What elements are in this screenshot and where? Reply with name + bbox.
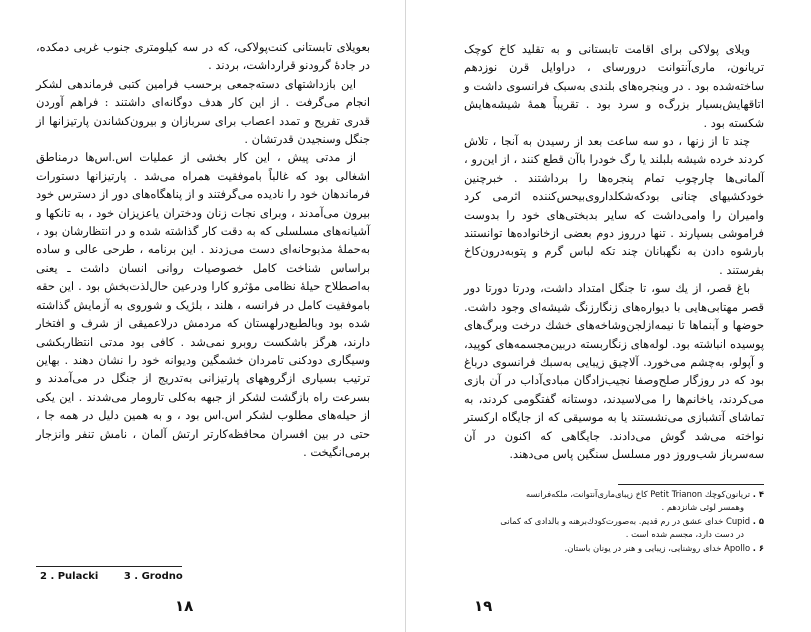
footnote <box>464 542 764 555</box>
footnote-text: تریانون‌کوچك Petit Trianon کاخ زیبای‌ماری‌آنتوانت، ملکه‌فرانسه <box>525 489 751 499</box>
footnote: 2 . Pulacki <box>40 571 99 582</box>
right-page <box>406 0 811 632</box>
left-footnotes <box>40 571 205 582</box>
left-page-body <box>36 38 370 461</box>
footnote-text: Cupid خدای عشق در رم قدیم. بەصورت‌کودك‌برهنه و بالدادی که کمانی <box>500 515 751 526</box>
paragraph: از مدتی پیش ، این کار بخشی از عملیات اس.اس‌ها درمناطق اشغالی بود که غالباً باموفقیت همراه می‌شد . پارتیزانها دستورات فرماندهان خود را نادیده می‌گرفتند و از پناهگاه‌های دور از دسترس خود بیرون می‌آمدند ، وبرای نجات زنان ودختران یاعزیزان خود ، به تانکها و آشیانه‌های مسلسلی که به دقت کار گذاشته شده و در انتظارشان بود ، به‌حملهٔ مذبوحانه‌ای دست می‌زدند . این برنامه ، طرحی عالی و ساده براساس شناخت کامل خصوصیات روانی انسان داشت ـ یعنی به‌اصطلاح حیلهٔ نظامی مؤثرو کارا ودرعین حال‌لذت‌بخش بود . این حقه باموفقیت کامل در فرانسه ، هلند ، بلژیک و شوروی به آزمایش گذاشته شده بود وبالطبع‌درلهستان که مردمش درلاعمیقی از شرف و افتخار دارند، هرگز باشکست روبرو نمی‌شد . کافی بود مدتی انتظاربکشی وسیگاری دودکنی تامردان خشمگین ودیوانه خود را نشان دهند . بهاین ترتیب بسیاری ازگروههای پارتیزانی به‌تدریج از جنگل در می‌آمدند و بسرعت راه بازگشت لشکر از جبهه به‌کلی تارومار می‌شدند . این یکی از حیله‌های مطلوب لشکر اس.اس بود ، و به همین دلیل در همه جا ، حتی در بین افسران محافظه‌کارتر ارتش آلمان ، نامش تنفر وانزجار برمی‌انگیخت . <box>36 150 370 459</box>
right-footnotes <box>464 488 764 555</box>
paragraph: این بازداشتهای دستەجمعی برحسب فرامین کتبی فرماندهی لشکر انجام می‌گرفت . از این کار هدف دوگانه‌ای داشتند : فراهم آوردن قدری تفریح و تمدد اعصاب برای سربازان و بیرون‌کشاندن پارتیزانها از جنگل وسنجیدن قدرتشان . <box>36 76 370 147</box>
footnote-number: ۵ . <box>752 515 764 526</box>
footnote <box>464 488 764 501</box>
footnote-rule <box>618 484 764 485</box>
footnote-continuation: در دست دارد، مجسم شده است . <box>625 529 744 540</box>
paragraph: چند تا از زنها ، دو سه ساعت بعد از رسیدن به آنجا ، تلاش کردند خرده شیشه بلبلند یا رگ خودرا باآن قطع کنند ، از این‌رو ، آلمانی‌ها چارچوب تمام پنجره‌ها را برداشتند . خبرچنین خودکشیهای چنانی بودکه‌شکلداروی‌بیحس‌کننده اثرمی کرد وامیران را وامی‌داشت که سایر بدبختی‌های خود را بدوست فراموشی بسپارند . تنها درروز دوم بعضی ازخانواده‌ها توانستند بارشوه دادن به نگهبانان چند تکه لباس گرم و پتوبه‌درون‌کاخ بفرستند . <box>464 134 764 277</box>
footnote-rule <box>36 566 182 567</box>
right-page-body <box>464 40 764 463</box>
page-number: ۱۸ <box>175 597 194 615</box>
paragraph: باغ قصر، از یك سو، تا جنگل امتداد داشت، ودرتا دورتا دور قصر مهتابی‌هایی با دیوارەهای زنگارزنگ شیشه‌ای وجود داشت. حوضها و آبنماها تا نیمه‌ازلجن‌وشاخه‌های خشك درخت وبرگ‌های پوسیده انباشته بود. لوله‌های زنگاربسته دربین‌مجسمه‌های کوپید، و آپولو، بەچشم می‌خورد. آلاچیق زیبایی بەسبك فرانسوی درباغ بود که در روزگار صلح‌وصفا نجیب‌زادگان مبادی‌آداب در آن بازی می‌کردند، یاخانم‌ها را می‌لاسیدند، دوستانه گفتگومی کردند، به تماشای آتشبازی می‌نشستند یا به موسیقی که از جایگاه ارکستر نواخته می‌شد گوش می‌دادند. جایگاهی که اکنون در آن سه‌سرباز شب‌وروز دور مسلسل سنگین پاس می‌دهند. <box>464 281 764 461</box>
page-number: ۱۹ <box>474 597 493 615</box>
footnote-text: Apollo خدای روشنایی، زیبایی و هنر در یونان باستان. <box>564 542 751 553</box>
footnote <box>464 515 764 528</box>
footnote-number: ۶ . <box>752 542 764 553</box>
footnote-number: ۴ . <box>752 489 764 499</box>
left-page <box>0 0 405 632</box>
paragraph: ویلای پولاکی برای اقامت تابستانی و به تقلید کاخ کوچک تریانون، ماری‌آنتوانت درورسای ، دراوایل قرن نوزدهم ساخته‌شده بود . در وینجره‌های بلندی بەسبک فرانسوی داشت و اتاقهایش‌بسیار بزرگ‌ه و سرد بود . تقریباً همهٔ شیشه‌هایش شکسته بود . <box>464 42 764 130</box>
footnote-continuation: وهمسر لوئی شانزدهم . <box>661 502 744 513</box>
footnote: 3 . Grodno <box>123 571 183 582</box>
paragraph: بعویلای تابستانی کنت‌پولاکی، که در سه کیلومتری جنوب غربی دمکده، در جادهٔ گرودنو قرارداشت، بردند . <box>36 40 370 73</box>
